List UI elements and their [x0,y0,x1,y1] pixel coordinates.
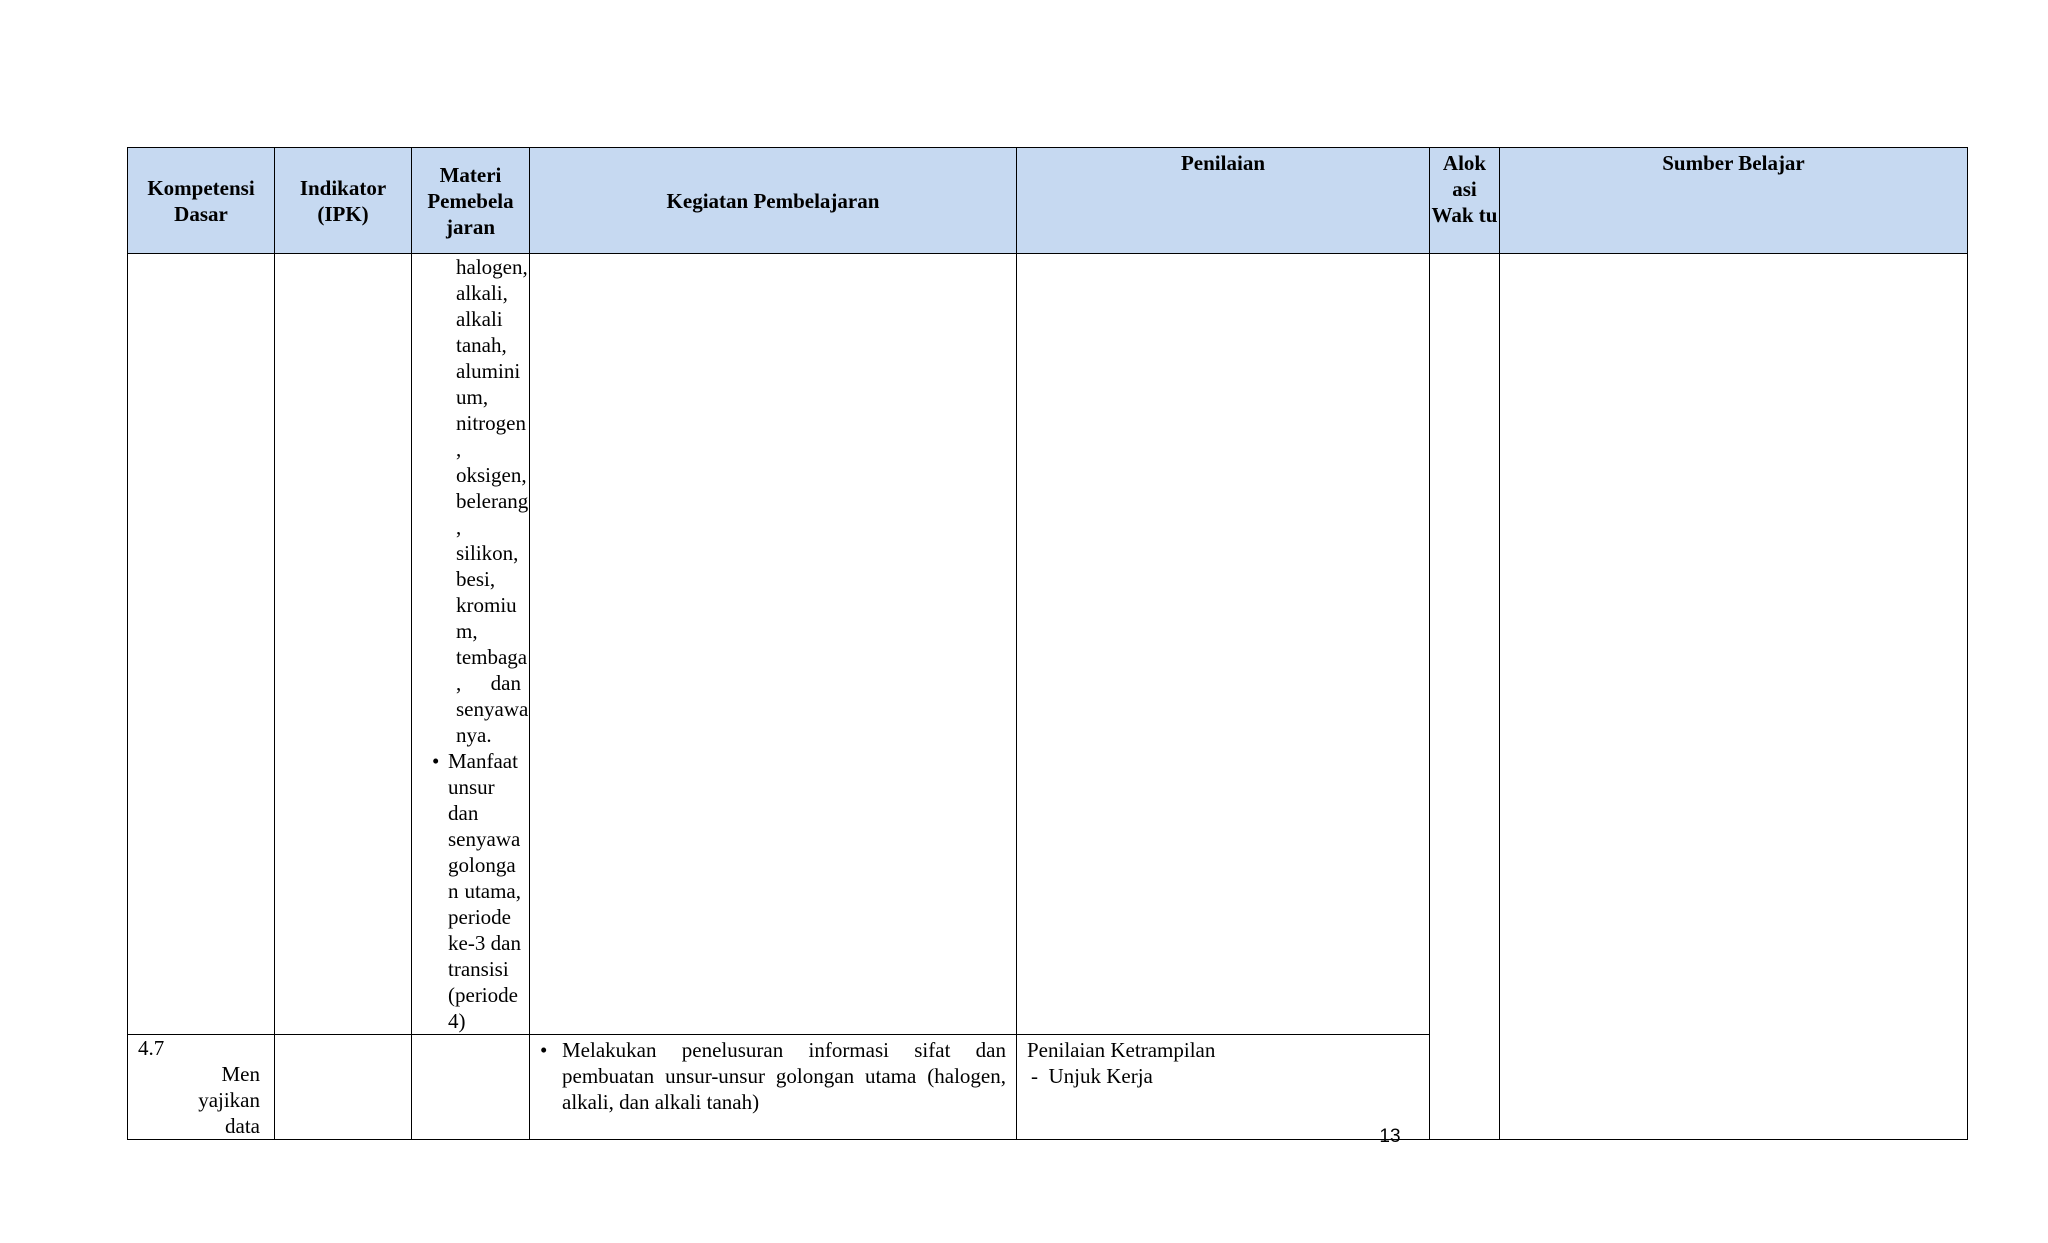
penilaian-title: Penilaian Ketrampilan [1027,1038,1216,1062]
bullet-icon: • [540,1038,548,1062]
kegiatan-cell [530,1035,1017,1140]
kd-cell [128,254,275,1035]
header-indikator: Indikator (IPK) [275,148,412,254]
lesson-plan-table [127,147,1968,1140]
materi-cell [412,254,530,1035]
penilaian-item: - Unjuk Kerja [1031,1064,1153,1088]
alokasi-waktu-cell [1430,254,1500,1140]
indikator-cell [275,1035,412,1140]
header-sumber-belajar: Sumber Belajar [1500,148,1968,254]
bullet-icon: • [432,749,440,773]
header-materi: Materi Pemebela jaran [412,148,530,254]
penilaian-cell [1017,1035,1430,1140]
kd-number: 4.7 [138,1036,165,1060]
kegiatan-bullet-text: Melakukan penelusuran informasi sifat dan pembuatan unsur-unsur golongan utama (halogen, alkali, dan alkali tanah) [562,1038,1006,1114]
sumber-belajar-cell [1500,254,1968,1140]
materi-continuation: halogen, alkali, alkali tanah, alumini um, nitrogen , oksigen, belerang , silikon, besi, kromiu m, tembaga , dan senyawa nya. [456,255,529,747]
materi-bullet-text: Manfaat unsur dan senyawa golonga n utama, periode ke-3 dan transisi (periode 4) [448,749,521,1033]
list-item [432,748,521,1034]
table-header-row [128,148,1968,254]
header-alokasi-waktu: Alok asi Wak tu [1430,148,1500,254]
header-kompetensi-dasar: Kompetensi Dasar [128,148,275,254]
kd-cell [128,1035,275,1140]
kegiatan-cell [530,254,1017,1035]
table-row [128,254,1968,1035]
header-kegiatan: Kegiatan Pembelajaran [530,148,1017,254]
list-item [540,1037,1006,1115]
kd-text: Men yajikan data [198,1062,260,1138]
page-number: 13 [1379,1126,1401,1147]
header-penilaian: Penilaian [1017,148,1430,254]
indikator-cell [275,254,412,1035]
penilaian-cell [1017,254,1430,1035]
materi-cell [412,1035,530,1140]
